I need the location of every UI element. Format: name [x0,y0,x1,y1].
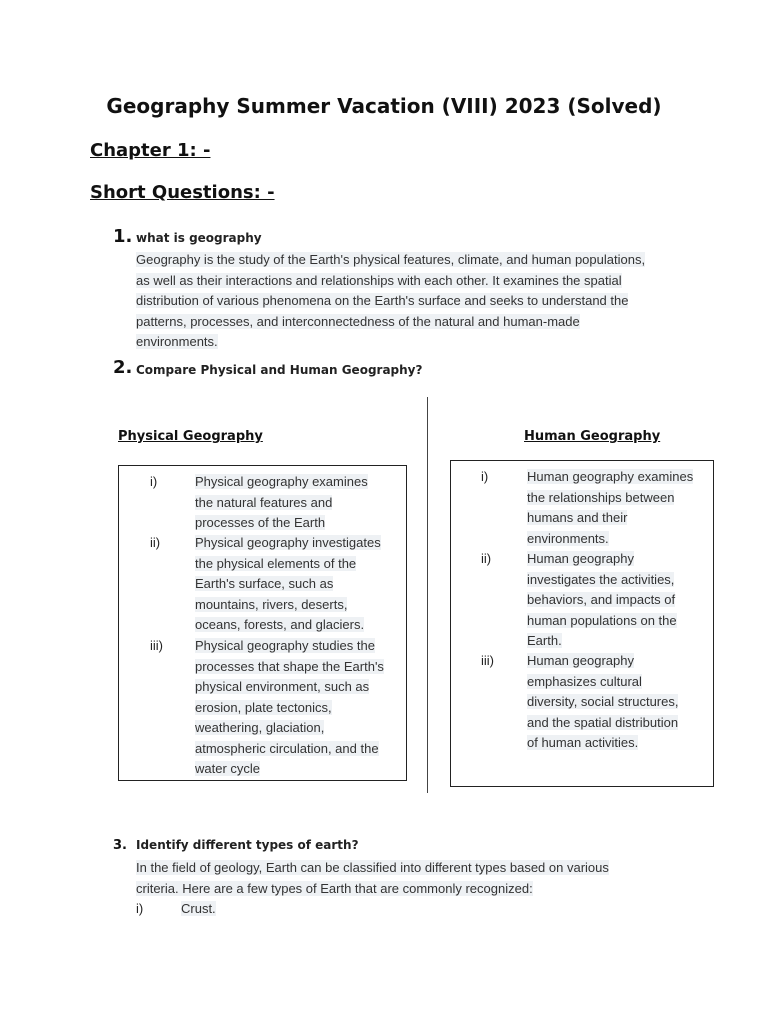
answer-line: In the field of geology, Earth can be classified into different types based on various [136,860,609,875]
list-item [181,899,216,920]
item-line: humans and their [527,510,628,525]
list-marker: ii) [481,551,492,566]
list-item [195,472,368,534]
answer-line: criteria. Here are a few types of Earth that are commonly recognized: [136,880,533,896]
physical-geography-box [118,465,407,781]
question-1-text: what is geography [136,231,262,245]
item-line: the natural features and [195,494,333,510]
item-line: environments. [527,530,609,546]
list-marker: iii) [481,653,494,668]
item-line: Crust. [181,901,216,916]
item-line: processes that shape the Earth's [195,658,384,674]
physical-geography-heading: Physical Geography [118,429,263,444]
list-item [527,467,693,549]
item-line: Human geography [527,653,634,668]
question-2-number: 2. [113,357,133,378]
human-geography-box [450,460,714,787]
answer-line: distribution of various phenomena on the Earth's surface and seeks to understand the [136,293,629,308]
list-marker: i) [136,901,144,916]
item-line: weathering, glaciation, [195,720,325,735]
item-line: of human activities. [527,735,639,750]
human-geography-heading: Human Geography [524,429,661,444]
item-line: and the spatial distribution [527,714,679,730]
item-line: Earth. [527,633,562,648]
item-line: the relationships between [527,489,675,505]
list-marker: i) [150,474,158,489]
question-2-text: Compare Physical and Human Geography? [136,363,423,377]
item-line: oceans, forests, and glaciers. [195,617,365,632]
question-3-text: Identify different types of earth? [136,838,359,852]
answer-line: environments. [136,334,218,349]
list-marker: iii) [150,638,163,653]
item-line: physical environment, such as [195,679,370,694]
list-item [195,533,381,636]
item-line: processes of the Earth [195,515,326,530]
question-1-number: 1. [113,226,133,247]
item-line: mountains, rivers, deserts, [195,596,348,612]
answer-line: as well as their interactions and relationships with each other. It examines the spatial [136,272,622,288]
question-3-answer [136,858,609,899]
item-line: Human geography [527,551,634,566]
item-line: erosion, plate tectonics, [195,699,332,715]
answer-line: patterns, processes, and interconnectedness of the natural and human-made [136,313,580,329]
list-marker: i) [481,469,489,484]
item-line: investigates the activities, [527,571,675,587]
item-line: Physical geography investigates [195,535,381,550]
document-title: Geography Summer Vacation (VIII) 2023 (Solved) [106,94,662,118]
item-line: water cycle [195,761,261,776]
item-line: behaviors, and impacts of [527,592,676,607]
column-divider [427,397,428,793]
chapter-heading: Chapter 1: - [90,140,211,161]
item-line: Physical geography studies the [195,638,375,653]
answer-line: Geography is the study of the Earth's physical features, climate, and human populations, [136,252,646,267]
item-line: Human geography examines [527,469,694,484]
item-line: Physical geography examines [195,474,368,489]
list-item [527,549,677,652]
question-1-answer [136,250,645,353]
list-marker: ii) [150,535,161,550]
question-3-number: 3. [113,838,127,853]
item-line: the physical elements of the [195,555,357,571]
list-item [195,636,384,780]
item-line: diversity, social structures, [527,694,679,709]
section-heading: Short Questions: - [90,182,275,203]
item-line: human populations on the [527,612,677,628]
list-item [527,651,678,754]
item-line: Earth's surface, such as [195,576,334,591]
item-line: emphasizes cultural [527,673,642,689]
item-line: atmospheric circulation, and the [195,740,379,756]
